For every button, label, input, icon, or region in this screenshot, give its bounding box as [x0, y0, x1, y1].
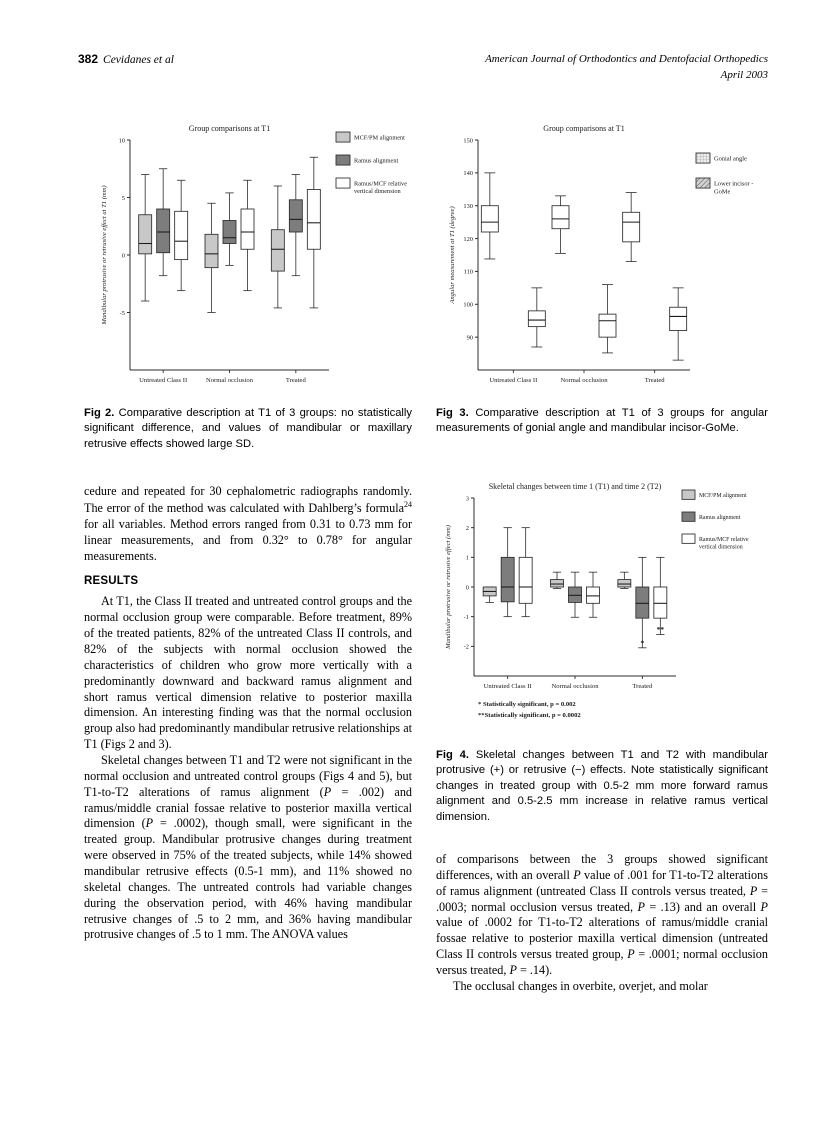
p-value-italic-7: P	[627, 947, 635, 962]
figure-2-chart	[84, 118, 414, 393]
fig2-box	[241, 180, 254, 290]
fig3-box	[670, 288, 687, 360]
figure-2-caption	[84, 406, 412, 452]
fig4-box	[519, 528, 532, 617]
fig3-box	[552, 196, 569, 254]
p-value-italic-5: P	[637, 899, 645, 914]
fig3-title: Group comparisons at T1	[543, 124, 625, 133]
fig2-title: Group comparisons at T1	[188, 124, 271, 133]
fig3-y-tick-label: 100	[463, 301, 473, 309]
figure-2-caption-text: Comparative description at T1 of 3 groups: no statistically significant difference, and values of mandibular or maxillary retrusive effects showed large SD.	[84, 407, 412, 450]
journal-title: American Journal of Orthodontics and Dentofacial Orthopedics	[485, 53, 768, 65]
fig3-y-tick-label: 90	[466, 334, 473, 342]
fig4-y-tick-label: -1	[463, 613, 469, 621]
fig4-legend-label: Ramus alignment	[699, 515, 741, 522]
paragraph-method-errors-a: cedure and repeated for 30 cephalometric radiographs randomly. The error of the method was calculated with Dahlberg’s formula	[84, 484, 412, 515]
fig2-legend-swatch	[336, 178, 350, 188]
fig4-box	[636, 557, 649, 647]
fig4-box	[654, 557, 667, 634]
fig4-y-tick-label: -2	[463, 643, 469, 651]
fig4-footnote: * Statistically significant, p = 0.002	[478, 701, 576, 708]
fig4-legend-swatch	[682, 512, 695, 521]
fig3-y-tick-label: 130	[463, 203, 473, 211]
fig4-x-tick-label: Untreated Class II	[483, 683, 532, 690]
section-heading-results: RESULTS	[84, 575, 139, 588]
fig4-box	[551, 572, 564, 588]
figure-3-caption-label: Fig 3.	[436, 407, 469, 419]
fig3-y-tick-label: 110	[463, 268, 473, 276]
fig4-x-tick-label: Normal occlusion	[551, 683, 599, 690]
fig3-box	[528, 288, 545, 347]
fig4-box	[618, 572, 631, 588]
p-value-italic-2: P	[145, 816, 154, 831]
right-column-text	[436, 852, 768, 995]
fig2-legend-item	[336, 132, 405, 142]
fig2-legend-item	[336, 178, 407, 195]
p-value-italic-6: P	[760, 899, 768, 914]
fig2-x-tick-label: Untreated Class II	[139, 377, 188, 384]
left-column-text	[84, 484, 412, 943]
fig2-y-axis-label: Mandibular protrusive or retrusive effect at T1 (mm)	[101, 185, 108, 325]
figure-4-chart	[428, 474, 770, 739]
figure-3-chart	[428, 118, 770, 393]
fig3-x-tick-label: Normal occlusion	[560, 377, 608, 384]
fig3-legend-item	[696, 178, 753, 195]
paragraph-anova-b: value of .001 for T1-to-T2 alterations of ramus alignment (untreated Class II controls versus treated,	[436, 867, 768, 898]
fig2-y-tick-label: 5	[121, 194, 125, 202]
fig3-box	[599, 285, 616, 353]
fig2-legend-swatch	[336, 132, 350, 142]
page-number: 382	[78, 52, 99, 66]
fig3-y-tick-label: 150	[463, 137, 473, 145]
fig3-y-axis-label: Angular measurement at T1 (degree)	[449, 206, 456, 304]
paragraph-anova-e: value of .0002 for T1-to-T2 alterations of ramus/middle cranial fossae relative to posterior maxilla vertical dimension (untreated Class II controls versus treated group,	[436, 915, 768, 962]
fig4-significance-marker: **	[656, 624, 665, 634]
fig2-legend-label: Ramus/MCF relative	[354, 180, 407, 188]
fig3-y-tick-label: 120	[463, 235, 473, 243]
issue-date: April 2003	[720, 68, 768, 81]
running-head-left	[78, 52, 174, 66]
fig3-box	[481, 173, 498, 259]
fig2-box	[175, 180, 188, 290]
figure-4-caption-label: Fig 4.	[436, 749, 469, 761]
fig3-x-tick-label: Treated	[644, 377, 665, 384]
fig4-plot	[445, 482, 676, 690]
paragraph-occlusal-changes: The occlusal changes in overbite, overjet, and molar	[453, 978, 708, 993]
figure-4-caption	[436, 748, 768, 825]
fig2-legend-swatch	[336, 155, 350, 165]
fig2-box	[139, 175, 152, 302]
reference-marker-24: 24	[404, 499, 412, 509]
fig4-legend-item	[682, 534, 749, 550]
fig3-legend-label: GoMe	[714, 188, 731, 196]
fig2-box	[223, 193, 236, 265]
paragraph-skeletal-changes-a: Skeletal changes between T1 and T2 were not significant in the normal occlusion and untreated control groups (Figs 4 and 5), but T1-to-T2 alterations of ramus alignment (	[84, 752, 412, 799]
paragraph-t1-comparability: At T1, the Class II treated and untreated control groups and the normal occlusion group were comparable. Before treatment, 89% of the treated patients, 82% of the untreated Class II controls, and 82% of the subjects with normal occlusion showed the characteristics of children who grow more vertically with a predominantly downward and backward ramus alignment and short ramus vertical dimension relative to posterior maxilla dimension. An interesting finding was that the normal occlusion group also had predominantly mandibular retrusive relationships at T1 (Figs 2 and 3).	[84, 594, 412, 752]
paragraph-method-errors-b: for all variables. Method errors ranged from 0.31 to 0.73 mm for linear measurements, and from 0.32° to 0.78° for angular measurements.	[84, 516, 412, 563]
paragraph-anova-g: = .14).	[516, 963, 553, 978]
fig4-box	[483, 587, 496, 602]
p-value-italic-4: P	[749, 883, 758, 898]
fig2-y-tick-label: -5	[119, 309, 125, 317]
fig2-plot	[101, 124, 329, 384]
figure-2-caption-label: Fig 2.	[84, 407, 115, 419]
fig3-legend-swatch	[696, 178, 710, 188]
fig2-box	[271, 186, 284, 308]
fig4-x-tick-label: Treated	[632, 683, 653, 690]
fig3-legend-label: Lower incisor -	[714, 180, 754, 188]
paragraph-anova-f: = .0001; normal occlusion versus treated,	[436, 947, 768, 978]
fig3-legend-label: Gonial angle	[714, 155, 747, 163]
fig4-box	[587, 572, 600, 617]
figure-3-caption-text: Comparative description at T1 of 3 groups for angular measurements of gonial angle and mandibular incisor-GoMe.	[436, 407, 768, 435]
fig3-legend	[696, 153, 753, 195]
fig3-legend-swatch	[696, 153, 710, 163]
fig2-legend-label: MCF/PM alignment	[354, 134, 405, 142]
fig2-box	[289, 175, 302, 276]
paragraph-skeletal-changes	[84, 753, 412, 943]
fig4-significance-marker: *	[640, 638, 645, 648]
fig2-legend-label: Ramus alignment	[354, 157, 399, 165]
fig2-y-tick-label: 0	[121, 252, 125, 260]
paragraph-method-errors	[84, 484, 412, 564]
fig3-x-tick-label: Untreated Class II	[489, 377, 538, 384]
fig4-legend-label: Ramus/MCF relative	[699, 537, 749, 544]
fig4-box	[569, 572, 582, 617]
fig4-legend-item	[682, 490, 747, 499]
fig4-legend	[682, 490, 749, 550]
fig4-legend-label: vertical dimension	[699, 544, 743, 551]
fig4-y-tick-label: 2	[465, 524, 469, 532]
fig4-y-tick-label: 3	[465, 495, 469, 503]
fig4-legend-label: MCF/PM alignment	[699, 493, 747, 500]
p-value-italic-3: P	[573, 867, 581, 882]
figure-3-svg	[428, 118, 770, 393]
fig4-title: Skeletal changes between time 1 (T1) and time 2 (T2)	[488, 482, 662, 491]
running-head-right	[485, 52, 768, 84]
figure-2-svg	[84, 118, 414, 393]
fig4-y-tick-label: 1	[465, 554, 469, 562]
paragraph-anova-c: = .0003; normal occlusion versus treated,	[436, 883, 768, 914]
fig2-legend-item	[336, 155, 398, 165]
fig4-footnote: **Statistically significant, p = 0.0002	[478, 712, 581, 719]
fig2-box	[307, 157, 320, 308]
paragraph-skeletal-changes-b: = .002) and ramus/middle cranial fossae relative to posterior maxilla vertical dimension (	[84, 784, 413, 831]
p-value-italic-8: P	[509, 963, 517, 978]
p-value-italic-1: P	[323, 784, 332, 799]
fig3-plot	[449, 124, 690, 384]
fig2-legend-label: vertical dimension	[354, 188, 401, 196]
paragraph-anova-d: = .13) and an overall	[644, 899, 761, 914]
fig3-box	[623, 193, 640, 262]
paragraph-anova-comparisons	[436, 852, 768, 979]
fig3-legend-item	[696, 153, 747, 163]
fig2-x-tick-label: Treated	[285, 377, 306, 384]
fig4-legend-item	[682, 512, 741, 521]
fig4-legend-swatch	[682, 534, 695, 543]
fig2-x-tick-label: Normal occlusion	[205, 377, 254, 384]
fig2-legend	[336, 132, 407, 195]
paragraph-anova-a: of comparisons between the 3 groups showed significant differences, with an overall	[436, 852, 768, 882]
figure-4-svg	[428, 474, 770, 739]
figure-3-caption	[436, 406, 768, 437]
paragraph-skeletal-changes-c: = .0002), though small, were significant in the treated group. Mandibular protrusive changes during treatment were observed in 75% of the treated subjects, while 14% showed mandibular retrusive effects (0.5-1 mm), and 11% showed no skeletal changes. The untreated controls had variable changes during the observation period, with 46% having mandibular retrusive changes of .5 to 2 mm, and 36% having mandibular protrusive changes of .5 to 1 mm. The ANOVA values	[84, 816, 412, 942]
fig4-footnotes	[478, 701, 581, 719]
fig4-legend-swatch	[682, 490, 695, 499]
running-head	[78, 52, 768, 84]
fig2-box	[157, 169, 170, 276]
fig4-y-axis-label: Mandibular protrusive or retrusive effect (mm)	[445, 525, 452, 649]
running-head-authors: Cevidanes et al	[103, 54, 174, 66]
fig3-y-tick-label: 140	[463, 170, 473, 178]
fig2-box	[205, 203, 218, 312]
fig2-y-tick-label: 10	[118, 137, 125, 145]
fig4-y-tick-label: 0	[465, 584, 469, 592]
fig4-box	[501, 528, 514, 617]
figure-4-caption-text: Skeletal changes between T1 and T2 with mandibular protrusive (+) or retrusive (−) effects. Note statistically significant changes in treated group with 0.5-2 mm more forward ramus alignment and 0.5-2.5 mm increase in relative ramus vertical dimension.	[436, 749, 768, 823]
